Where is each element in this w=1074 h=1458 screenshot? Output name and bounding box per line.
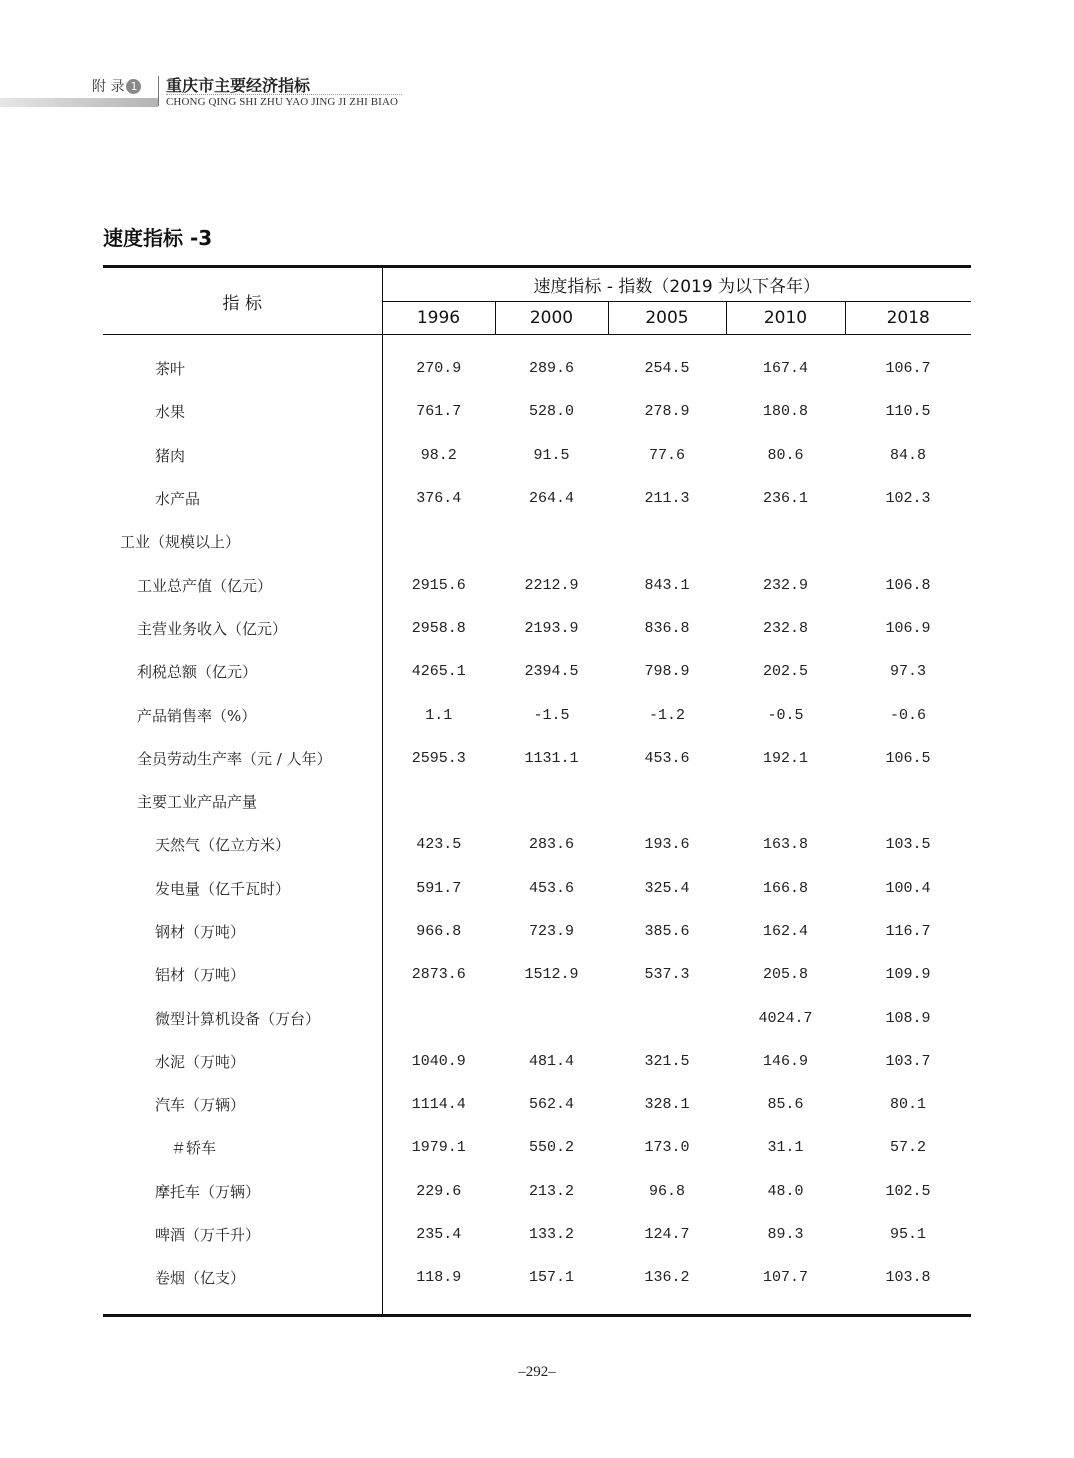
value-cell-2000: -1.5 [533, 706, 570, 724]
table-row [103, 520, 971, 563]
row-label: 水产品 [103, 477, 382, 520]
value-cell-2010: 205.8 [762, 966, 808, 984]
value-cell-2005: 77.6 [648, 446, 685, 464]
value-cell-2005: 453.6 [644, 749, 690, 767]
value-cell-1996: 2873.6 [411, 966, 466, 984]
spacer-cell [726, 1300, 845, 1316]
value-cell-2000: 157.1 [528, 1269, 574, 1287]
value-cell-1996: 118.9 [416, 1269, 462, 1287]
value-cell-2000: 2394.5 [524, 663, 579, 681]
spacer-cell [726, 335, 845, 348]
value-cell-2010: 89.3 [767, 1226, 804, 1244]
row-label: 汽车（万辆） [103, 1083, 382, 1126]
value-cell-1996: 376.4 [416, 490, 462, 508]
value-cell-2005: 211.3 [644, 490, 690, 508]
spacer-cell [495, 1300, 608, 1316]
value-cell-1996: 761.7 [416, 403, 462, 421]
row-label: 茶叶 [103, 347, 382, 390]
header-divider [158, 76, 159, 106]
spacer-cell [845, 335, 971, 348]
value-cell-2018: 103.7 [885, 1052, 931, 1070]
value-cell-2005: 836.8 [644, 619, 690, 637]
table-row [103, 607, 971, 650]
value-cell-2005: 321.5 [644, 1052, 690, 1070]
value-cell-2000 [495, 996, 608, 1039]
table-row [103, 953, 971, 996]
value-cell-2018: 95.1 [889, 1226, 926, 1244]
value-cell-2018: 106.8 [885, 576, 931, 594]
table-body [103, 335, 971, 1316]
row-label: 发电量（亿千瓦时） [103, 867, 382, 910]
value-cell-2010: -0.5 [767, 706, 804, 724]
value-cell-2005: 173.0 [644, 1139, 690, 1157]
spacer-cell [103, 1300, 382, 1316]
value-cell-1996: 2958.8 [411, 619, 466, 637]
row-label: 微型计算机设备（万台） [103, 996, 382, 1039]
value-cell-2005: 798.9 [644, 663, 690, 681]
row-label: 天然气（亿立方米） [103, 823, 382, 866]
table-row [103, 434, 971, 477]
page-number: –292– [518, 1364, 556, 1380]
value-cell-2005: 136.2 [644, 1269, 690, 1287]
value-cell-2010: 180.8 [762, 403, 808, 421]
value-cell-2010: 48.0 [767, 1182, 804, 1200]
row-label: 水泥（万吨） [103, 1040, 382, 1083]
row-label: 铝材（万吨） [103, 953, 382, 996]
header-dotted-rule [166, 94, 402, 95]
value-cell-2010 [726, 780, 845, 823]
table-spacer-row [103, 1300, 971, 1316]
value-cell-1996 [382, 996, 495, 1039]
row-label: 主要工业产品产量 [103, 780, 382, 823]
value-cell-2010: 107.7 [762, 1269, 808, 1287]
value-cell-1996: 229.6 [416, 1182, 462, 1200]
value-cell-2018: 80.1 [889, 1096, 926, 1114]
value-cell-1996: 1979.1 [411, 1139, 466, 1157]
value-cell-2018 [845, 520, 971, 563]
value-cell-1996: 423.5 [416, 836, 462, 854]
year-header-2010: 2010 [726, 302, 845, 335]
value-cell-2018: 109.9 [885, 966, 931, 984]
year-header-1996: 1996 [382, 302, 495, 335]
value-cell-2005: 843.1 [644, 576, 690, 594]
indicator-column-header: 指 标 [103, 267, 382, 335]
value-cell-1996 [382, 520, 495, 563]
spacer-cell [608, 335, 726, 348]
row-label: 工业（规模以上） [103, 520, 382, 563]
table-row [103, 867, 971, 910]
value-cell-1996: 966.8 [416, 923, 462, 940]
row-label: 啤酒（万千升） [103, 1213, 382, 1256]
value-cell-2018: 106.5 [885, 749, 931, 767]
value-cell-2018: 84.8 [889, 446, 926, 464]
value-cell-2018: -0.6 [889, 706, 926, 724]
spacer-cell [845, 1300, 971, 1316]
value-cell-2000 [495, 520, 608, 563]
value-cell-2018: 103.8 [885, 1269, 931, 1287]
value-cell-2018: 110.5 [885, 403, 931, 421]
value-cell-2005: -1.2 [648, 706, 685, 724]
value-cell-2010: 232.9 [762, 576, 808, 594]
row-label: 钢材（万吨） [103, 910, 382, 953]
value-cell-2000: 481.4 [528, 1052, 574, 1070]
value-cell-2005: 328.1 [644, 1096, 690, 1114]
value-cell-1996: 591.7 [416, 879, 462, 897]
value-cell-2010: 80.6 [767, 446, 804, 464]
value-cell-2018: 103.5 [885, 836, 931, 854]
value-cell-2005: 385.6 [644, 923, 690, 940]
table-row [103, 1040, 971, 1083]
value-cell-1996: 270.9 [416, 360, 462, 378]
value-cell-1996 [382, 780, 495, 823]
row-label: 主营业务收入（亿元） [103, 607, 382, 650]
table-row [103, 1213, 971, 1256]
value-cell-2005 [608, 520, 726, 563]
table-row [103, 780, 971, 823]
spacer-cell [382, 335, 495, 348]
value-cell-2010: 192.1 [762, 749, 808, 767]
spacer-cell [495, 335, 608, 348]
appendix-label-text: 附 录 [92, 79, 125, 95]
value-cell-2018: 97.3 [889, 663, 926, 681]
value-cell-2010: 166.8 [762, 879, 808, 897]
appendix-number-badge: 1 [126, 79, 141, 94]
spacer-cell [103, 335, 382, 348]
table-row [103, 563, 971, 606]
value-cell-2005: 278.9 [644, 403, 690, 421]
value-cell-2010: 167.4 [762, 360, 808, 378]
value-cell-2018: 108.9 [885, 1009, 931, 1027]
value-cell-2000: 264.4 [528, 490, 574, 508]
value-cell-2010: 163.8 [762, 836, 808, 854]
year-header-2018: 2018 [845, 302, 971, 335]
year-header-2005: 2005 [608, 302, 726, 335]
value-cell-1996: 2595.3 [411, 749, 466, 767]
value-cell-2000: 289.6 [528, 360, 574, 378]
value-cell-2000: 723.9 [528, 923, 574, 940]
value-cell-2005: 124.7 [644, 1226, 690, 1244]
value-cell-2018: 116.7 [885, 923, 931, 940]
value-cell-2010: 202.5 [762, 663, 808, 681]
table-row [103, 1170, 971, 1213]
value-cell-2005 [608, 996, 726, 1039]
row-label: 卷烟（亿支） [103, 1256, 382, 1299]
table-row [103, 737, 971, 780]
value-cell-2000: 453.6 [528, 879, 574, 897]
spacer-cell [382, 1300, 495, 1316]
year-header-2000: 2000 [495, 302, 608, 335]
value-cell-2000: 283.6 [528, 836, 574, 854]
indicator-table [103, 265, 971, 1317]
row-label: 猪肉 [103, 434, 382, 477]
value-cell-2005: 325.4 [644, 879, 690, 897]
row-label: ＃轿车 [103, 1126, 382, 1169]
value-cell-2005: 96.8 [648, 1182, 685, 1200]
value-cell-2005: 193.6 [644, 836, 690, 854]
value-cell-2000: 213.2 [528, 1182, 574, 1200]
table-row [103, 347, 971, 390]
row-label: 摩托车（万辆） [103, 1170, 382, 1213]
table-row [103, 390, 971, 433]
value-cell-2010: 162.4 [762, 923, 808, 940]
header-gray-bar [0, 98, 158, 107]
appendix-label [92, 76, 141, 96]
value-cell-2018: 102.3 [885, 490, 931, 508]
value-cell-2000: 1512.9 [524, 966, 579, 984]
running-head-title: 重庆市主要经济指标 [166, 76, 311, 95]
row-label: 工业总产值（亿元） [103, 563, 382, 606]
value-cell-2018: 100.4 [885, 879, 931, 897]
value-cell-2010: 146.9 [762, 1052, 808, 1070]
value-cell-2010: 4024.7 [758, 1009, 813, 1027]
running-head-subtitle: CHONG QING SHI ZHU YAO JING JI ZHI BIAO [166, 96, 399, 108]
value-cell-2005: 537.3 [644, 966, 690, 984]
index-group-header: 速度指标 - 指数（2019 为以下各年） [382, 267, 971, 302]
table-row [103, 477, 971, 520]
value-cell-2010 [726, 520, 845, 563]
table-row [103, 1083, 971, 1126]
value-cell-2000: 2212.9 [524, 576, 579, 594]
value-cell-2000: 528.0 [528, 403, 574, 421]
row-label: 水果 [103, 390, 382, 433]
value-cell-2000: 133.2 [528, 1226, 574, 1244]
table-row [103, 650, 971, 693]
value-cell-2018 [845, 780, 971, 823]
table-spacer-row [103, 335, 971, 348]
table-row [103, 1256, 971, 1299]
value-cell-2000: 562.4 [528, 1096, 574, 1114]
table-row [103, 996, 971, 1039]
value-cell-1996: 235.4 [416, 1226, 462, 1244]
table-row [103, 693, 971, 736]
value-cell-1996: 1114.4 [411, 1096, 466, 1114]
value-cell-1996: 98.2 [420, 446, 457, 464]
value-cell-2010: 232.8 [762, 619, 808, 637]
value-cell-2018: 106.9 [885, 619, 931, 637]
value-cell-2018: 102.5 [885, 1182, 931, 1200]
table-row [103, 910, 971, 953]
row-label: 全员劳动生产率（元 / 人年） [103, 737, 382, 780]
value-cell-2018: 106.7 [885, 360, 931, 378]
row-label: 产品销售率（%） [103, 693, 382, 736]
value-cell-2010: 31.1 [767, 1139, 804, 1157]
value-cell-1996: 1040.9 [411, 1052, 466, 1070]
row-label: 利税总额（亿元） [103, 650, 382, 693]
value-cell-1996: 1.1 [425, 706, 453, 724]
value-cell-2000: 550.2 [528, 1139, 574, 1157]
value-cell-2000: 1131.1 [524, 749, 579, 767]
value-cell-2010: 236.1 [762, 490, 808, 508]
spacer-cell [608, 1300, 726, 1316]
value-cell-2000: 2193.9 [524, 619, 579, 637]
value-cell-2005: 254.5 [644, 360, 690, 378]
value-cell-2018: 57.2 [889, 1139, 926, 1157]
table-head [103, 267, 971, 335]
table-row [103, 823, 971, 866]
value-cell-2000: 91.5 [533, 446, 570, 464]
value-cell-1996: 2915.6 [411, 576, 466, 594]
value-cell-2005 [608, 780, 726, 823]
value-cell-2010: 85.6 [767, 1096, 804, 1114]
section-title: 速度指标 -3 [103, 226, 213, 250]
value-cell-2000 [495, 780, 608, 823]
table-row [103, 1126, 971, 1169]
value-cell-1996: 4265.1 [411, 663, 466, 681]
